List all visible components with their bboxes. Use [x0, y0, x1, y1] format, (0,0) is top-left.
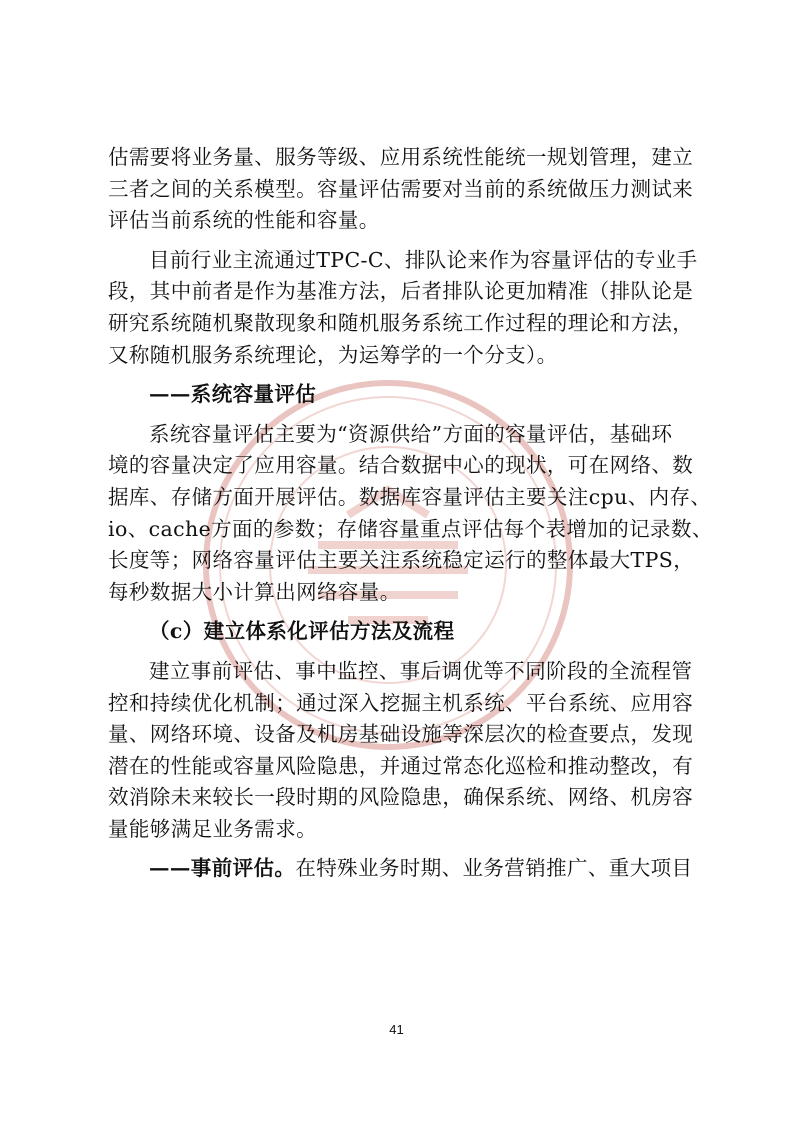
text-line: 量、网络环境、设备及机房基础设施等深层次的检查要点，发现: [108, 722, 694, 747]
paragraph-lifecycle: [108, 656, 694, 846]
heading-text: （c）建立体系化评估方法及流程: [149, 619, 455, 644]
text-line: 长度等；网络容量评估主要关注系统稳定运行的整体最大TPS，: [108, 548, 695, 573]
text-line: 目前行业主流通过TPC-C、排队论来作为容量评估的专业手: [149, 247, 698, 272]
text-line: 效消除未来较长一段时期的风险隐患，确保系统、网络、机房容: [108, 785, 694, 810]
text-line: 系统容量评估主要为“资源供给”方面的容量评估，基础环: [149, 421, 673, 446]
heading-text: ——系统容量评估: [149, 382, 317, 407]
text-line: 境的容量决定了应用容量。结合数据中心的现状，可在网络、数: [108, 453, 694, 478]
text-line: 量能够满足业务需求。: [108, 816, 317, 841]
text-line: 估需要将业务量、服务等级、应用系统性能统一规划管理，建立: [108, 145, 694, 169]
text-line: [108, 853, 694, 885]
text-line: 控和持续优化机制；通过深入挖掘主机系统、平台系统、应用容: [108, 690, 694, 715]
text-line: 建立事前评估、事中监控、事后调优等不同阶段的全流程管: [149, 658, 693, 683]
lead-rest: 在特殊业务时期、业务营销推广、重大项目: [295, 856, 693, 881]
section-heading-methodology: [108, 616, 694, 648]
text-line: io、cache方面的参数；存储容量重点评估每个表增加的记录数、: [108, 516, 713, 541]
text-line: 又称随机服务系统理论，为运筹学的一个分支）。: [108, 342, 558, 367]
paragraph-system-capacity: [108, 419, 713, 609]
paragraph-pre-assessment: [108, 853, 694, 885]
text-line: 潜在的性能或容量风险隐患，并通过常态化巡检和推动整改，有: [108, 753, 694, 778]
paragraph-tpc-queueing: [108, 245, 698, 371]
text-line: 研究系统随机聚散现象和随机服务系统工作过程的理论和方法，: [108, 310, 694, 335]
document-body: [108, 142, 713, 885]
section-heading-system-capacity: [108, 379, 694, 411]
text-line: 段，其中前者是作为基准方法，后者排队论更加精准（排队论是: [108, 279, 694, 304]
page-number: 41: [389, 1022, 404, 1037]
lead-phrase: ——事前评估。: [149, 856, 296, 881]
text-line: 据库、存储方面开展评估。数据库容量评估主要关注cpu、内存、: [108, 484, 712, 509]
text-line: 三者之间的关系模型。容量评估需要对当前的系统做压力测试来: [108, 176, 694, 201]
text-line: 每秒数据大小计算出网络容量。: [108, 579, 401, 604]
paragraph-capacity-intro: [108, 142, 694, 237]
text-line: 评估当前系统的性能和容量。: [108, 208, 380, 233]
